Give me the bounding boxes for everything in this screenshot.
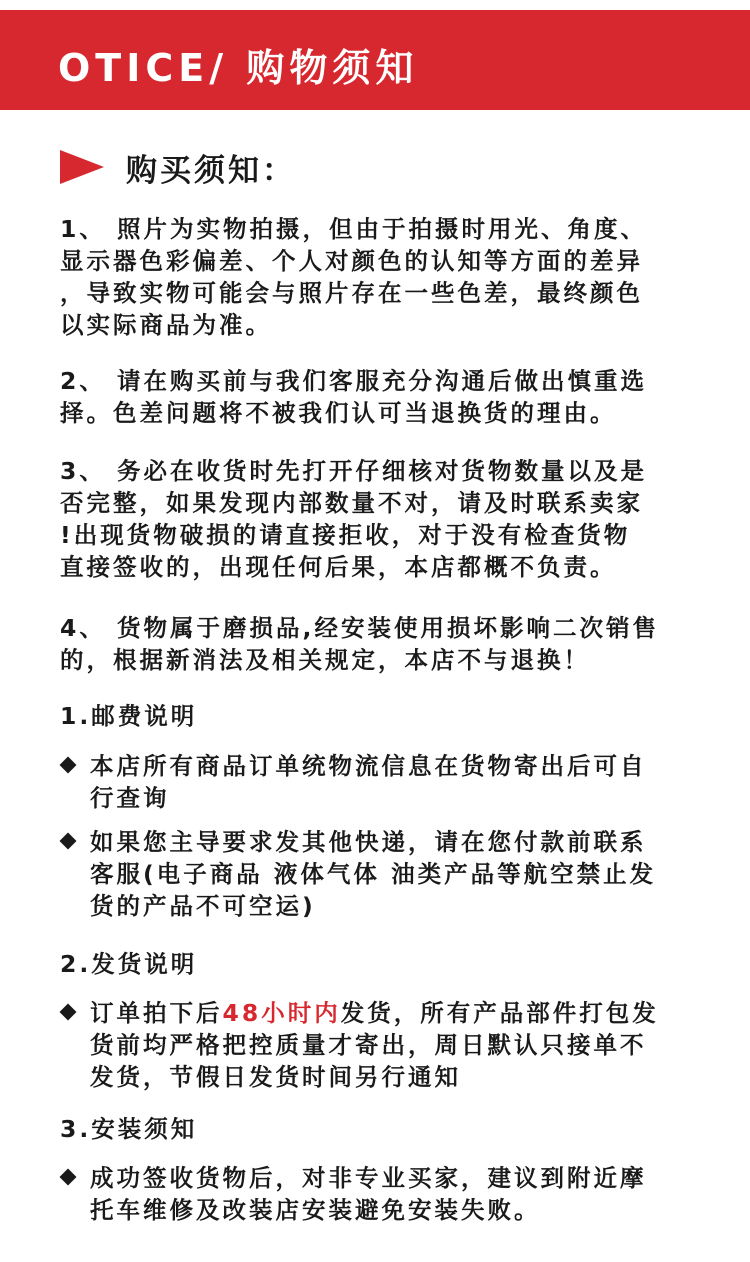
text-segment: 发货，所有产品部件打包发 [340,999,659,1027]
notice-paragraph-4 [60,612,700,676]
header-banner [0,10,750,110]
triangle-right-icon [60,150,104,184]
text-line: 1、 照片为实物拍摄，但由于拍摄时用光、角度、 [60,215,648,243]
page-title: OTICE/ 购物须知 [58,46,419,90]
text-line: 货前均严格把控质量才寄出，周日默认只接单不 [90,1031,647,1059]
text-line [90,997,710,1029]
text-line: 如果您主导要求发其他快递，请在您付款前联系 [90,828,647,856]
diamond-bullet-icon [60,833,77,850]
section-title: 购买须知： [126,152,296,189]
text-line: 否完整，如果发现内部数量不对，请及时联系卖家 [60,489,643,517]
diamond-bullet-icon [60,757,77,774]
notice-paragraph-2 [60,365,700,429]
text-line: 本店所有商品订单统物流信息在货物寄出后可自 [90,752,647,780]
text-line: !出现货物破损的请直接拒收，对于没有检查货物 [60,521,631,549]
diamond-bullet-icon [60,1004,77,1021]
text-line: 成功签收货物后，对非专业买家，建议到附近摩 [90,1164,647,1192]
text-segment: 订单拍下后 [90,999,223,1027]
text-line: 发货，节假日发货时间另行通知 [90,1063,461,1091]
highlight-48-hours: 48小时内 [222,999,341,1027]
postage-heading: 1.邮费说明 [60,702,198,730]
shipping-heading: 2.发货说明 [60,950,198,978]
shipping-item [60,997,710,1093]
text-line: 客服(电子商品 液体气体 油类产品等航空禁止发 [90,860,657,888]
text-line: 以实际商品为准。 [60,311,272,339]
postage-item-2 [60,826,710,922]
text-line: 显示器色彩偏差、个人对颜色的认知等方面的差异 [60,247,643,275]
install-heading: 3.安装须知 [60,1115,198,1143]
text-line: 择。色差问题将不被我们认可当退换货的理由。 [60,399,617,427]
notice-paragraph-1 [60,213,700,341]
text-line: 3、 务必在收货时先打开仔细核对货物数量以及是 [60,457,648,485]
section-header [60,142,296,192]
text-line: 直接签收的，出现任何后果，本店都概不负责。 [60,553,617,581]
text-line: ，导致实物可能会与照片存在一些色差，最终颜色 [60,279,643,307]
text-line: 2、 请在购买前与我们客服充分沟通后做出慎重选 [60,367,648,395]
text-line: 4、 货物属于磨损品,经安装使用损坏影响二次销售 [60,614,659,642]
install-item [60,1162,710,1226]
text-line: 货的产品不可空运) [90,892,316,920]
text-line: 的，根据新消法及相关规定，本店不与退换！ [60,646,590,674]
text-line: 行查询 [90,784,170,812]
notice-paragraph-3 [60,455,700,583]
diamond-bullet-icon [60,1169,77,1186]
text-line: 托车维修及改装店安装避免安装失败。 [90,1196,541,1224]
postage-item-1 [60,750,710,814]
